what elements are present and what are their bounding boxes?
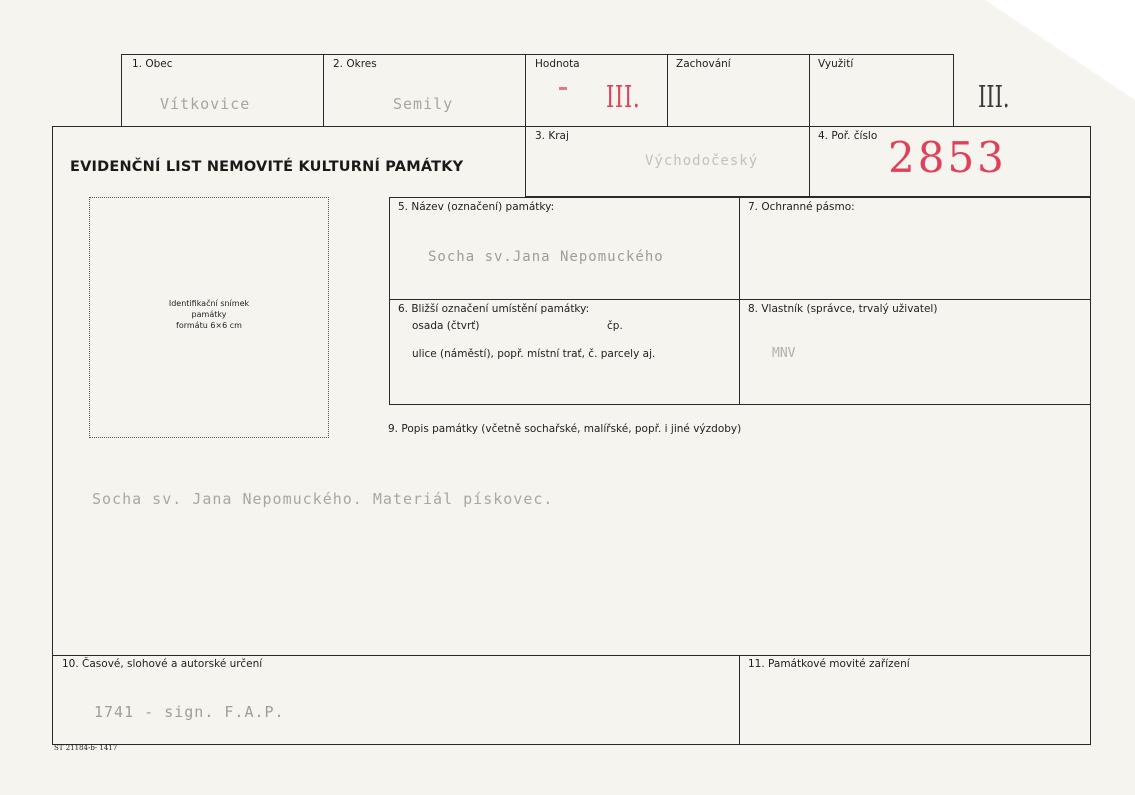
- nazev-label: 5. Název (označení) památky:: [398, 201, 555, 213]
- ochranne-pasmo-label: 7. Ochranné pásmo:: [748, 201, 855, 213]
- hodnota-label: Hodnota: [535, 58, 580, 70]
- divider: [809, 54, 810, 127]
- kraj-label: 3. Kraj: [535, 130, 569, 142]
- photo-placeholder: [89, 197, 329, 438]
- photo-caption-line: formátu 6×6 cm: [176, 321, 242, 330]
- obec-label: 1. Obec: [132, 58, 173, 70]
- ulice-label: ulice (náměstí), popř. místní trať, č. parcely aj.: [412, 348, 656, 360]
- obec-value: Vítkovice: [160, 95, 251, 113]
- cp-label: čp.: [607, 320, 623, 332]
- form-title: EVIDENČNÍ LIST NEMOVITÉ KULTURNÍ PAMÁTKY: [70, 159, 464, 175]
- urceni-value: 1741 - sign. F.A.P.: [94, 703, 285, 721]
- photo-caption-line: památky: [191, 310, 227, 319]
- zachovani-label: Zachování: [676, 58, 731, 70]
- por-cislo-label: 4. Poř. číslo: [818, 130, 878, 142]
- photo-caption: [90, 298, 328, 331]
- vyuziti-label: Využití: [818, 58, 854, 70]
- divider: [525, 126, 526, 196]
- corner-class-mark: III.: [978, 80, 1010, 115]
- popis-label: 9. Popis památky (včetně sochařské, malířské, popř. i jiné výzdoby): [388, 423, 742, 435]
- divider: [525, 54, 526, 127]
- divider: [809, 126, 810, 196]
- osada-label: osada (čtvrť): [412, 320, 480, 332]
- divider: [389, 299, 1091, 300]
- ink-mark: [559, 87, 567, 90]
- movite-zarizeni-label: 11. Památkové movité zařízení: [748, 658, 910, 670]
- nazev-value: Socha sv.Jana Nepomuckého: [428, 249, 664, 265]
- divider: [389, 197, 390, 405]
- okres-label: 2. Okres: [333, 58, 377, 70]
- divider: [739, 197, 740, 405]
- divider: [739, 655, 740, 745]
- umisteni-label: 6. Bližší označení umístění památky:: [398, 303, 590, 315]
- urceni-label: 10. Časové, slohové a autorské určení: [62, 658, 263, 670]
- divider: [389, 404, 1091, 405]
- form-code: ST 21184-b- 1417: [54, 744, 118, 752]
- vlastnik-value: MNV: [772, 346, 796, 361]
- por-cislo-value: 2853: [888, 133, 1007, 182]
- divider: [323, 54, 324, 127]
- kraj-value: Východočeský: [645, 153, 759, 169]
- okres-value: Semily: [393, 95, 454, 113]
- divider: [389, 197, 1091, 198]
- popis-value: Socha sv. Jana Nepomuckého. Materiál pískovec.: [92, 490, 554, 508]
- divider: [52, 655, 1091, 656]
- divider: [667, 54, 668, 127]
- photo-caption-line: Identifikační snímek: [168, 299, 250, 308]
- hodnota-value: III.: [606, 80, 641, 115]
- vlastnik-label: 8. Vlastník (správce, trvalý uživatel): [748, 303, 938, 315]
